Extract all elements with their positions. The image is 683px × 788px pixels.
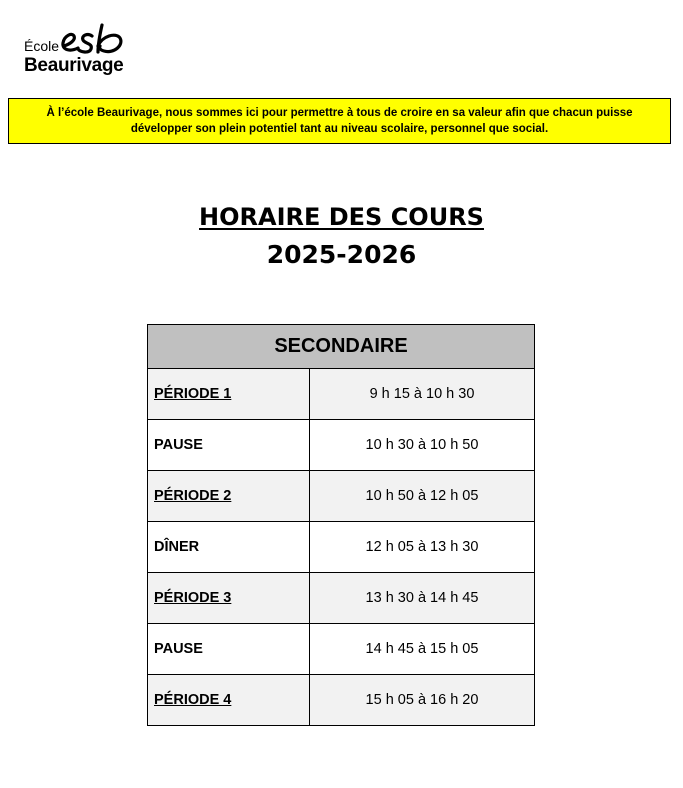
period-time: 10 h 30 à 10 h 50 — [310, 420, 535, 471]
schedule-header: SECONDAIRE — [148, 325, 535, 369]
period-time: 9 h 15 à 10 h 30 — [310, 369, 535, 420]
period-time: 13 h 30 à 14 h 45 — [310, 573, 535, 624]
logo-school-name: Beaurivage — [24, 55, 124, 76]
period-label: DÎNER — [148, 522, 310, 573]
page-title — [0, 203, 683, 231]
logo-ecole-text: École — [24, 38, 60, 54]
schedule-row — [148, 471, 535, 522]
period-time: 14 h 45 à 15 h 05 — [310, 624, 535, 675]
mission-banner — [8, 98, 671, 144]
period-time: 12 h 05 à 13 h 30 — [310, 522, 535, 573]
period-label: PÉRIODE 1 — [148, 369, 310, 420]
period-label: PÉRIODE 4 — [148, 675, 310, 726]
schedule-row — [148, 369, 535, 420]
period-label: PÉRIODE 2 — [148, 471, 310, 522]
schedule-header-row — [148, 325, 535, 369]
period-label: PAUSE — [148, 420, 310, 471]
esb-monogram-icon — [60, 22, 132, 58]
schedule-row — [148, 675, 535, 726]
page-title-text: HORAIRE DES COURS — [199, 203, 484, 231]
school-year: 2025-2026 — [266, 240, 417, 269]
school-logo — [24, 22, 134, 78]
period-time: 10 h 50 à 12 h 05 — [310, 471, 535, 522]
period-label: PAUSE — [148, 624, 310, 675]
schedule-row — [148, 522, 535, 573]
schedule-row — [148, 420, 535, 471]
schedule-row — [148, 624, 535, 675]
schedule-table — [147, 324, 535, 726]
period-label: PÉRIODE 3 — [148, 573, 310, 624]
mission-text: À l’école Beaurivage, nous sommes ici pour permettre à tous de croire en sa valeur afin que chacun puisse développer son plein potentiel tant au niveau scolaire, personnel que social. — [46, 107, 633, 135]
period-time: 15 h 05 à 16 h 20 — [310, 675, 535, 726]
schedule-row — [148, 573, 535, 624]
